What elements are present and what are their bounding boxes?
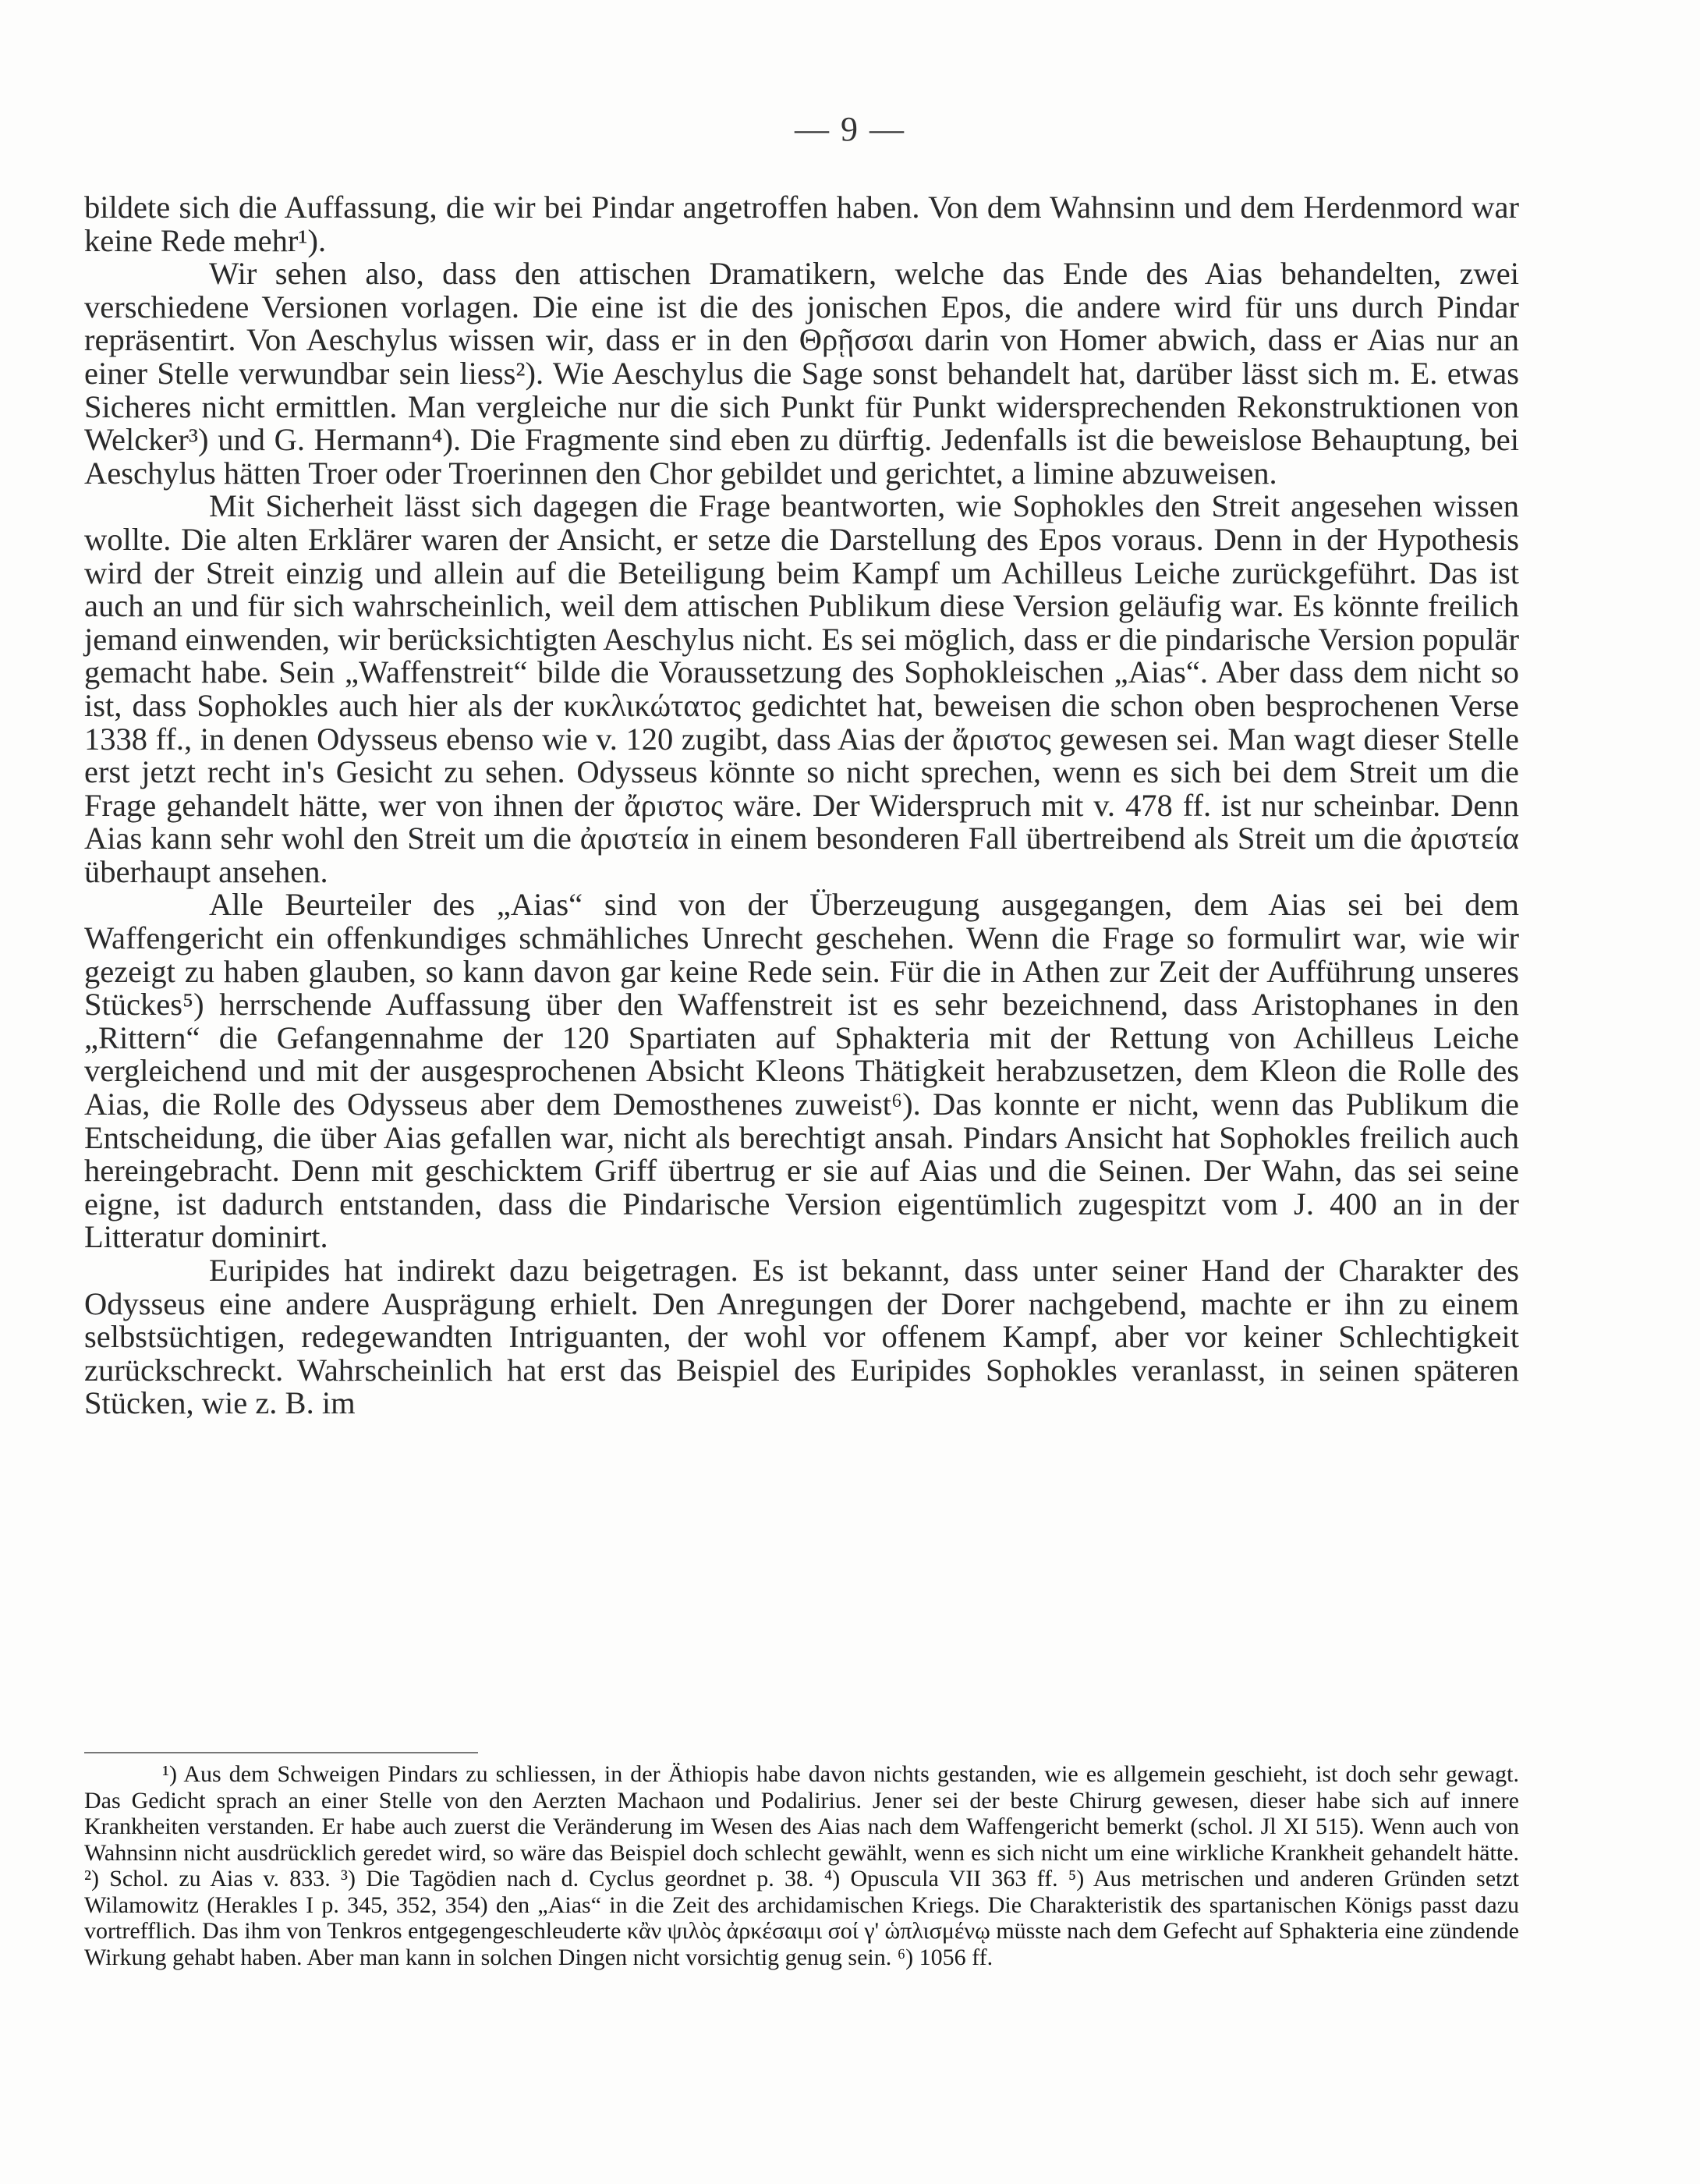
footnote-separator xyxy=(84,1752,478,1753)
paragraph-4: Alle Beurteiler des „Aias“ sind von der Überzeugung ausgegangen, dem Aias sei bei dem Waffengericht ein offenkundiges schmähliches Unrecht geschehen. Wenn die Frage so formulirt war, wie wir gezeigt zu haben glauben, so kann davon gar keine Rede sein. Für die in Athen zur Zeit der Aufführung unseres Stückes⁵) herrschende Auffassung über den Waffenstreit ist es sehr bezeichnend, dass Aristophanes in den „Rittern“ die Gefangennahme der 120 Spartiaten auf Sphakteria mit der Rettung von Achilleus Leiche vergleichend und mit der ausgesprochenen Absicht Kleons Thätigkeit herabzusetzen, dem Kleon die Rolle des Aias, die Rolle des Odysseus aber dem Demosthenes zuweist⁶). Das konnte er nicht, wenn das Publikum die Entscheidung, die über Aias gefallen war, nicht als berechtigt ansah. Pindars Ansicht hat Sophokles freilich auch hereingebracht. Denn mit geschicktem Griff übertrug er sie auf Aias und die Seinen. Der Wahn, das sei seine eigne, ist dadurch entstanden, dass die Pindarische Version eigentümlich zugespitzt vom J. 400 an in der Litteratur dominirt. xyxy=(84,887,1519,1255)
paragraph-2: Wir sehen also, dass den attischen Dramatikern, welche das Ende des Aias behandelten, zwei verschiedene Versionen vorlagen. Die eine ist die des jonischen Epos, die andere wird für uns durch Pindar repräsentirt. Von Aeschylus wissen wir, dass er in den Θρῇσσαι darin von Homer abwich, dass er Aias nur an einer Stelle verwundbar sein liess²). Wie Aeschylus die Sage sonst behandelt hat, darüber lässt sich m. E. etwas Sicheres nicht ermittlen. Man vergleiche nur die sich Punkt für Punkt widersprechenden Rekonstruktionen von Welcker³) und G. Hermann⁴). Die Fragmente sind eben zu dürftig. Jedenfalls ist die beweislose Behauptung, bei Aeschylus hätten Troer oder Troerinnen den Chor gebildet und gerichtet, a limine abzuweisen. xyxy=(84,256,1519,491)
footnote-text: ¹) Aus dem Schweigen Pindars zu schliessen, in der Äthiopis habe davon nichts gestanden, wie es allgemein geschieht, ist doch sehr gewagt. Das Gedicht sprach an einer Stelle von den Aerzten Machaon und Podalirius. Jener sei der beste Chirurg gewesen, dieser habe sich auf innere Krankheiten verstanden. Er habe auch zuerst die Veränderung im Wesen des Aias nach dem Waffengericht bemerkt (schol. Jl XI 515). Wenn auch von Wahnsinn nicht ausdrücklich geredet wird, so wäre das Beispiel doch schlecht gewählt, wenn es sich nicht um eine wirkliche Krankheit gehandelt hätte. ²) Schol. zu Aias v. 833. ³) Die Tagödien nach d. Cyclus geordnet p. 38. ⁴) Opuscula VII 363 ff. ⁵) Aus metrischen und anderen Gründen setzt Wilamowitz (Herakles I p. 345, 352, 354) den „Aias“ in die Zeit des archidamischen Kriegs. Die Charakteristik des spartanischen Königs passt dazu vortrefflich. Das ihm von Tenkros entgegengeschleuderte κἂν ψιλὸς ἀρκέσαιμι σοί γ' ὡπλισμένῳ müsste nach dem Gefecht auf Sphakteria eine zündende Wirkung gehabt haben. Aber man kann in solchen Dingen nicht vorsichtig genug sein. ⁶) 1056 ff. xyxy=(84,1761,1519,1970)
paragraph-5: Euripides hat indirekt dazu beigetragen. Es ist bekannt, dass unter seiner Hand der Charakter des Odysseus eine andere Ausprägung erhielt. Den Anregungen der Dorer nachgebend, machte er ihn zu einem selbstsüchtigen, redegewandten Intriguanten, der wohl vor offenem Kampf, aber vor keiner Schlechtigkeit zurückschreckt. Wahrscheinlich hat erst das Beispiel des Euripides Sophokles veranlasst, in seinen späteren Stücken, wie z. B. im xyxy=(84,1253,1519,1421)
paragraph-1: bildete sich die Auffassung, die wir bei Pindar angetroffen haben. Von dem Wahnsinn und dem Herdenmord war keine Rede mehr¹). xyxy=(84,190,1519,258)
footnotes xyxy=(84,1761,1519,1970)
page-number: — 9 — xyxy=(795,110,905,148)
main-text xyxy=(84,191,1519,1420)
paragraph-3: Mit Sicherheit lässt sich dagegen die Frage beantworten, wie Sophokles den Streit angesehen wissen wollte. Die alten Erklärer waren der Ansicht, er setze die Darstellung des Epos voraus. Denn in der Hypothesis wird der Streit einzig und allein auf die Beteiligung beim Kampf um Achilleus Leiche zurückgeführt. Das ist auch an und für sich wahrscheinlich, weil dem attischen Publikum diese Version geläufig war. Es könnte freilich jemand einwenden, wir berücksichtigten Aeschylus nicht. Es sei möglich, dass er die pindarische Version populär gemacht habe. Sein „Waffenstreit“ bilde die Voraussetzung des Sophokleischen „Aias“. Aber dass dem nicht so ist, dass Sophokles auch hier als der κυκλικώτατος gedichtet hat, beweisen die schon oben besprochenen Verse 1338 ff., in denen Odysseus ebenso wie v. 120 zugibt, dass Aias der ἄριστος gewesen sei. Man wagt dieser Stelle erst jetzt recht in's Gesicht zu sehen. Odysseus könnte so nicht sprechen, wenn es sich bei dem Streit um die Frage gehandelt hätte, wer von ihnen der ἄριστος wäre. Der Widerspruch mit v. 478 ff. ist nur scheinbar. Denn Aias kann sehr wohl den Streit um die ἀριστεία in einem besonderen Fall übertreibend als Streit um die ἀριστεία überhaupt ansehen. xyxy=(84,488,1519,889)
